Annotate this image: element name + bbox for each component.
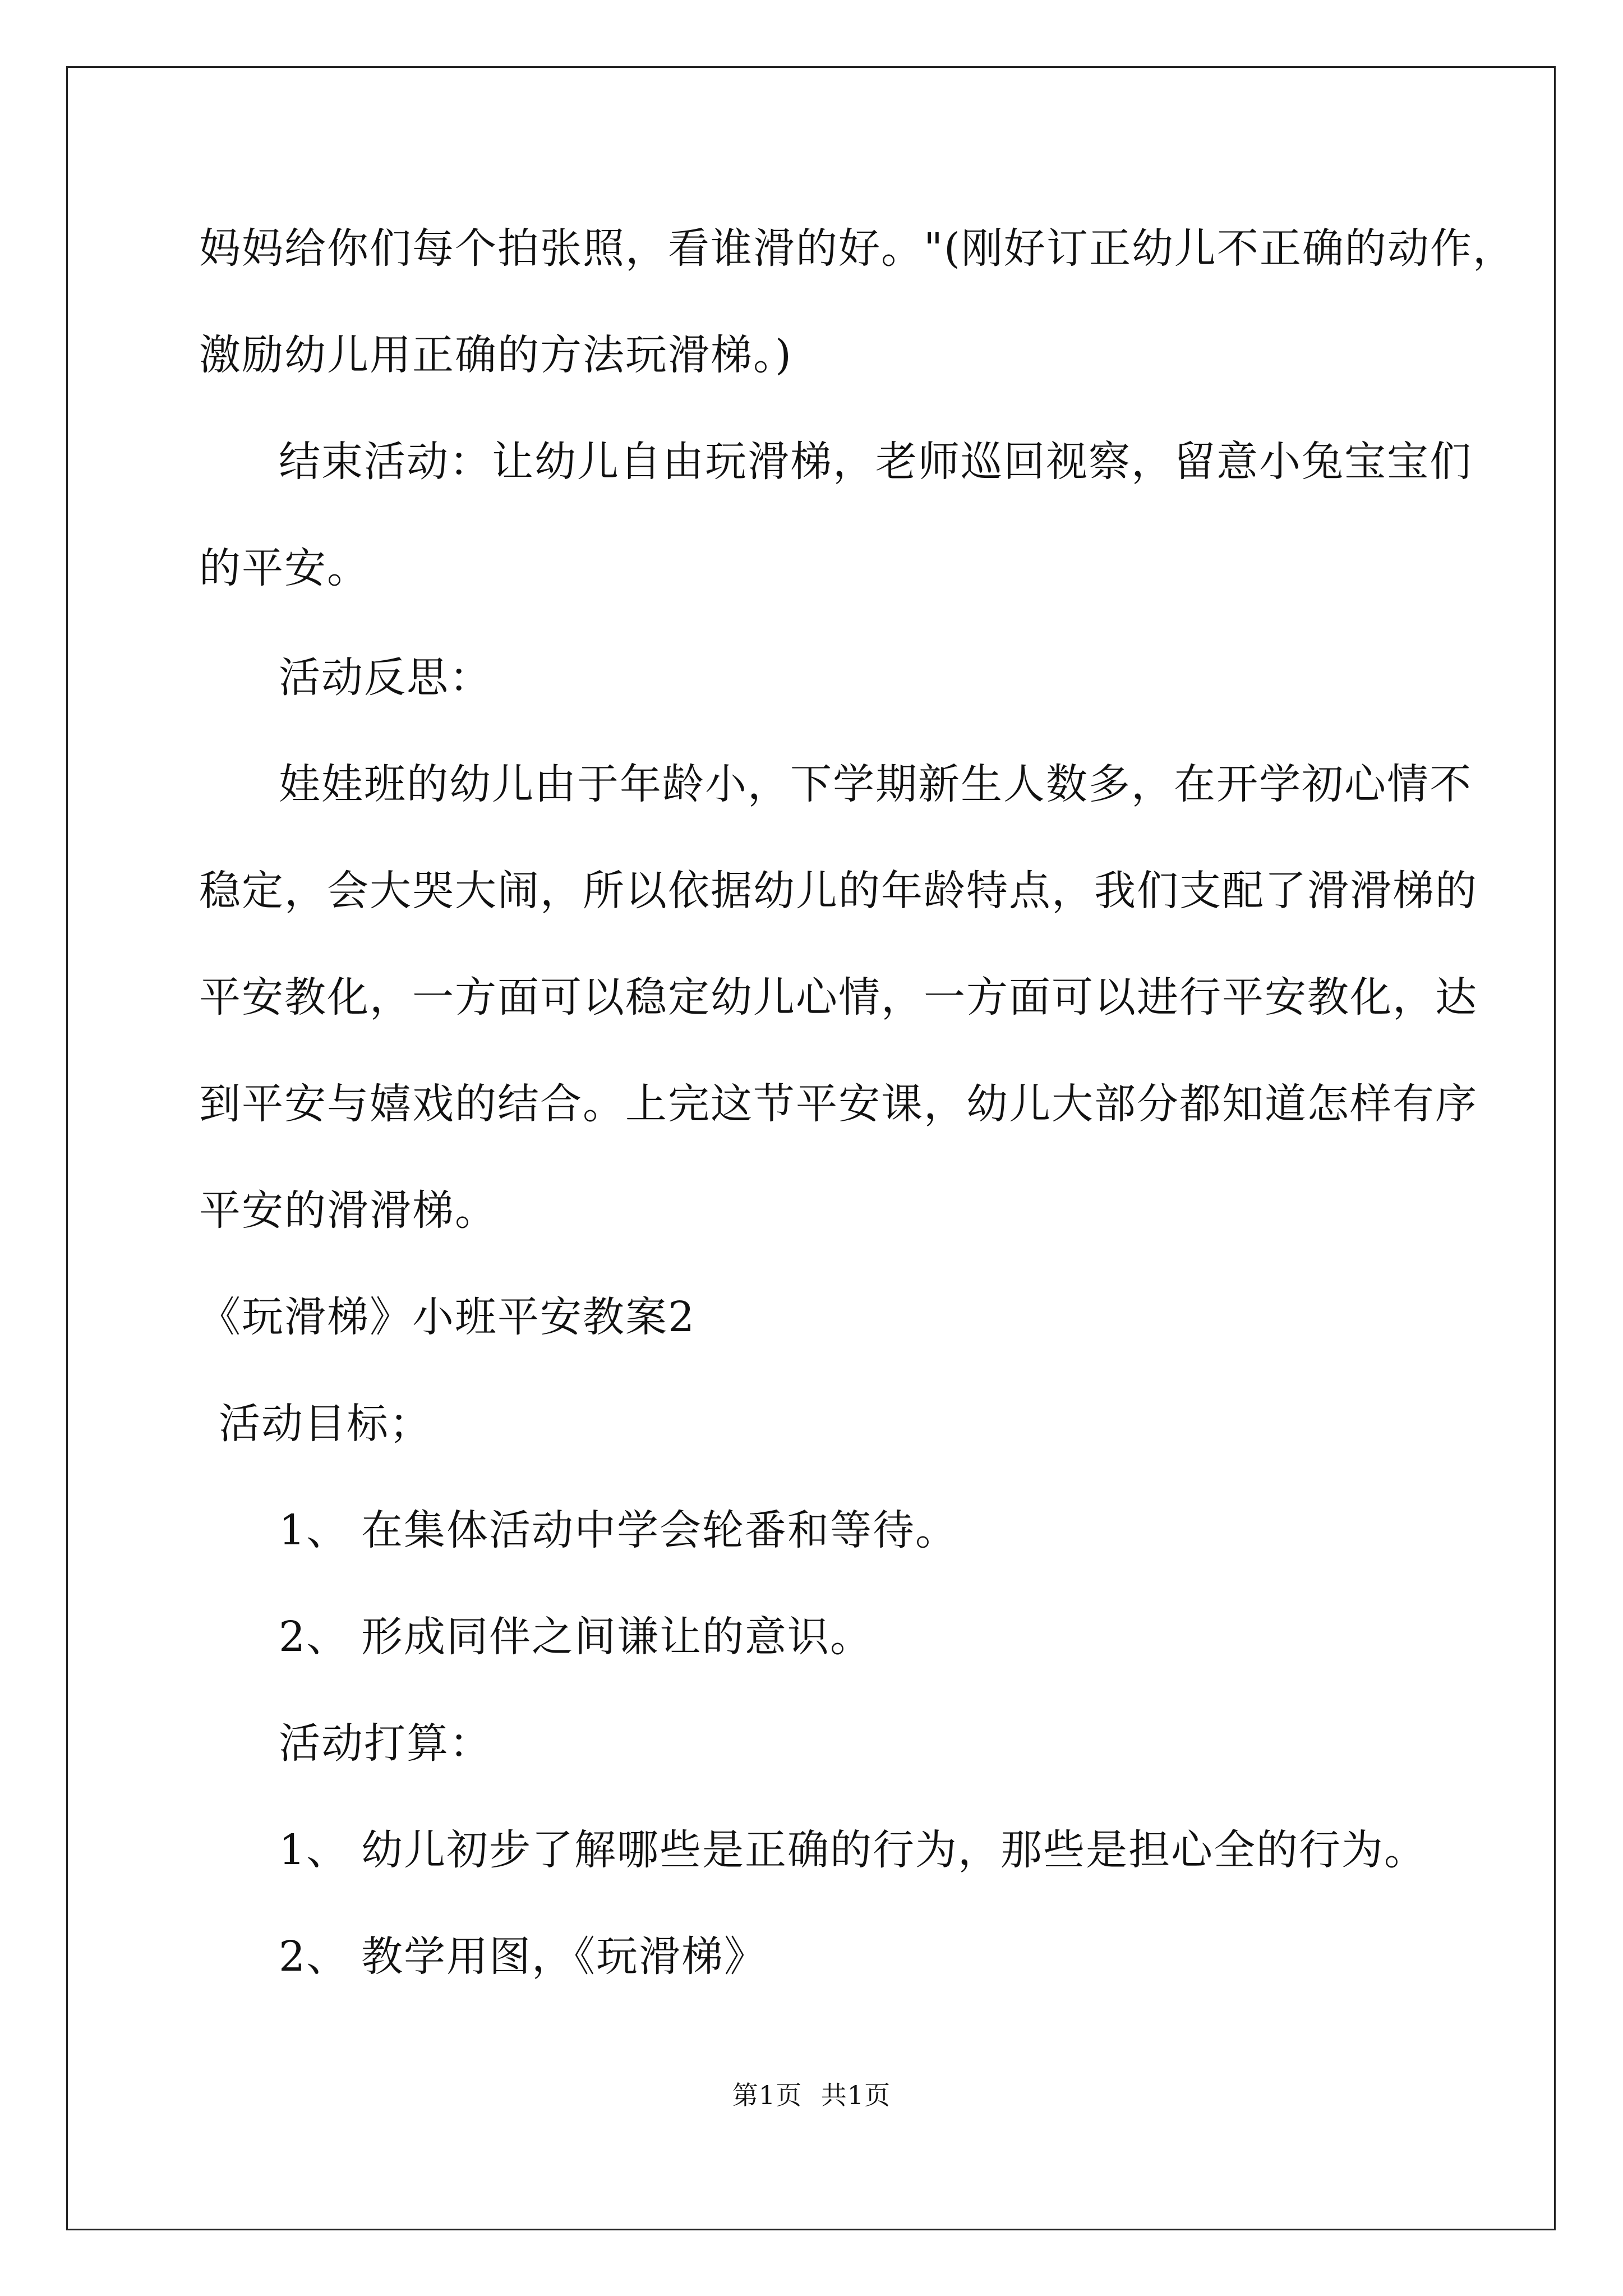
body-line-8: 平安教化，一方面可以稳定幼儿心情，一方面可以进行平安教化，达: [199, 973, 1478, 1022]
body-line-2: 激励幼儿用正确的方法玩滑梯。): [199, 331, 792, 379]
reflection-heading: 活动反思：: [279, 654, 492, 702]
body-line-9: 到平安与嬉戏的结合。上完这节平安课，幼儿大部分都知道怎样有序: [199, 1080, 1478, 1128]
page-border: [66, 66, 1556, 2230]
goal-1-text: 在集体活动中学会轮番和等待。: [361, 1506, 958, 1554]
prep-2-number: 2、: [279, 1932, 349, 1981]
prep-2-text: 教学用图，《玩滑梯》: [361, 1932, 767, 1981]
prep-1-text: 幼儿初步了解哪些是正确的行为，那些是担心全的行为。: [361, 1826, 1427, 1874]
body-line-1: 妈妈给你们每个拍张照，看谁滑的好。"(刚好订正幼儿不正确的动作，: [199, 224, 1515, 273]
goal-1-number: 1、: [279, 1506, 349, 1554]
goal-2-text: 形成同伴之间谦让的意识。: [361, 1613, 873, 1661]
prep-heading: 活动打算：: [279, 1719, 492, 1768]
prep-1-number: 1、: [279, 1826, 349, 1874]
body-line-10: 平安的滑滑梯。: [199, 1186, 497, 1235]
goal-2-number: 2、: [279, 1613, 349, 1661]
body-line-3: 结束活动：让幼儿自由玩滑梯，老师巡回视察，留意小兔宝宝们: [279, 438, 1472, 486]
body-line-6: 娃娃班的幼儿由于年龄小，下学期新生人数多，在开学初心情不: [279, 760, 1472, 808]
body-line-7: 稳定，会大哭大闹，所以依据幼儿的年龄特点，我们支配了滑滑梯的: [199, 867, 1478, 915]
goals-heading: 活动目标；: [219, 1400, 432, 1448]
body-line-4: 的平安。: [199, 544, 370, 592]
page-footer: 第1页 共1页: [732, 2080, 891, 2110]
section-title: 《玩滑梯》小班平安教案2: [199, 1293, 696, 1341]
